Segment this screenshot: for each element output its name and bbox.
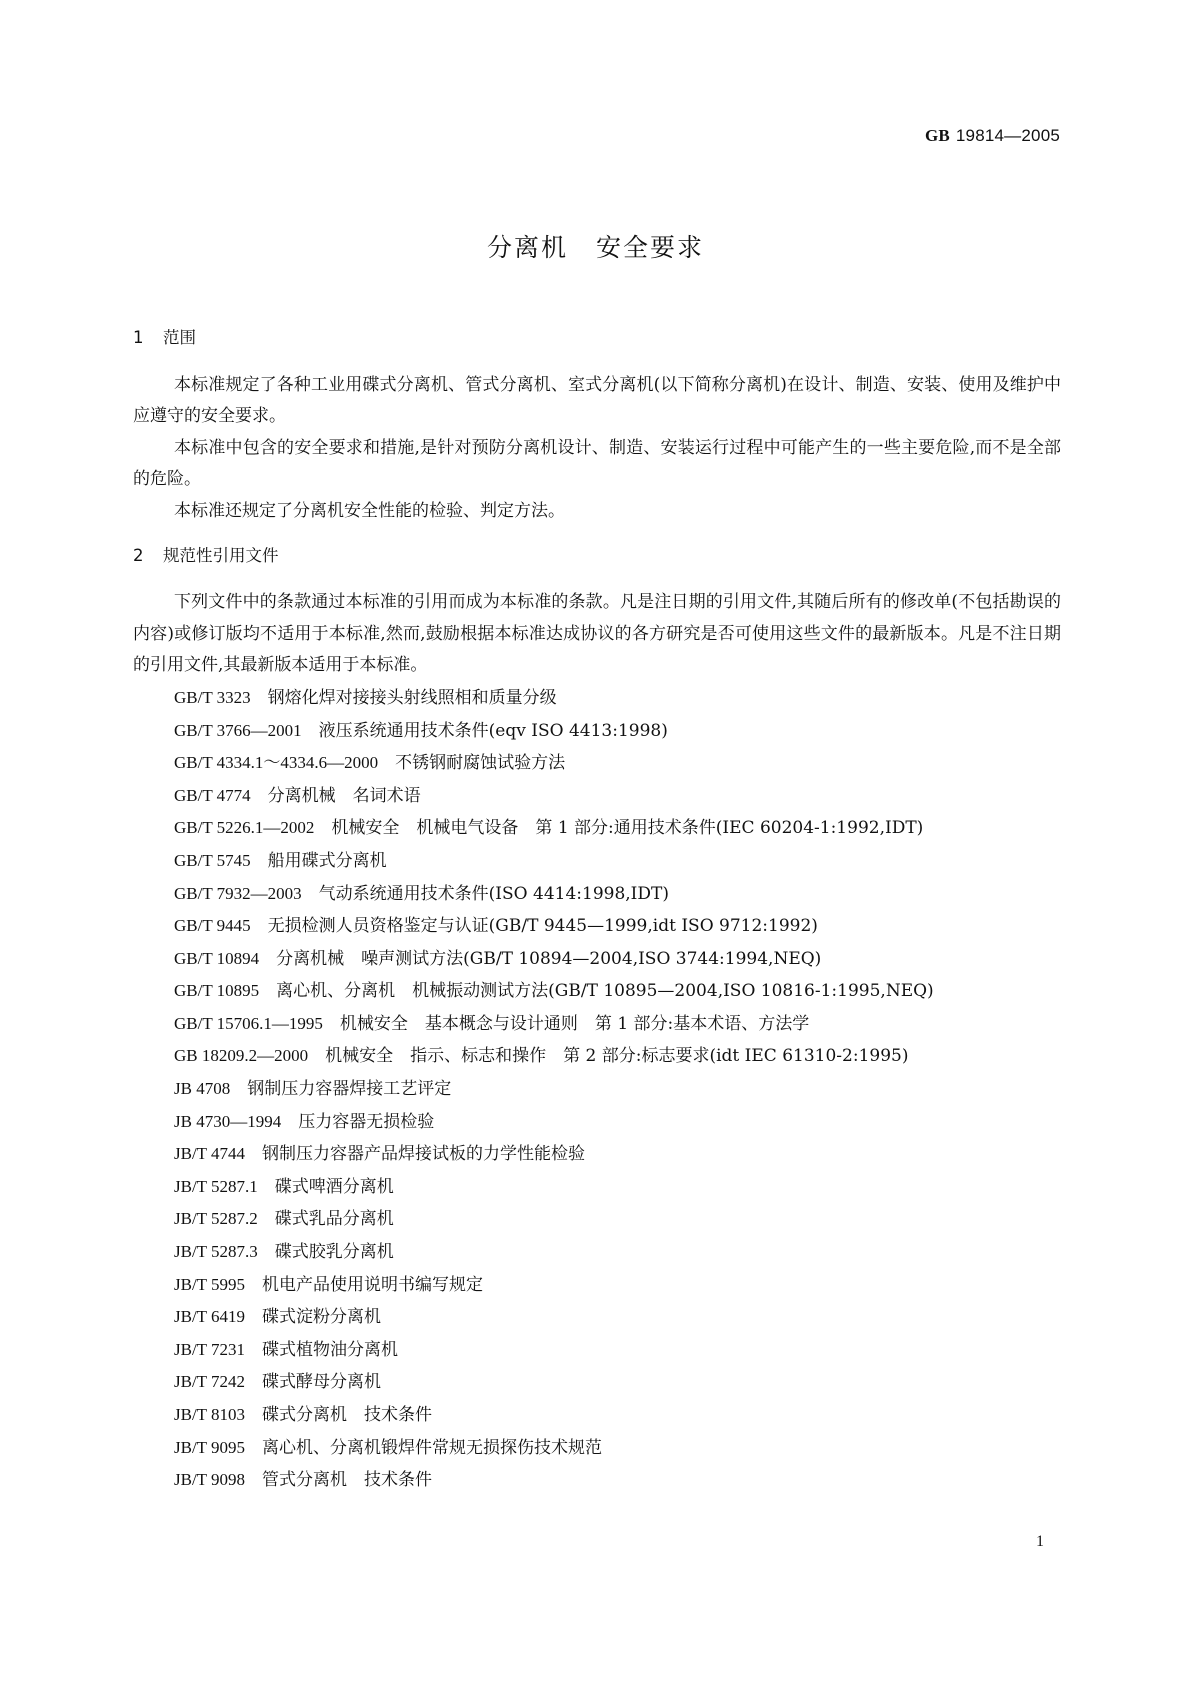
reference-code: JB/T 7231 bbox=[174, 1339, 246, 1359]
reference-title: 碟式酵母分离机 bbox=[262, 1372, 382, 1393]
standard-code bbox=[925, 126, 1060, 146]
reference-title: 压力容器无损检验 bbox=[298, 1111, 435, 1132]
reference-title: 碟式乳品分离机 bbox=[274, 1209, 394, 1230]
title-part-1: 分离机 bbox=[486, 233, 568, 262]
references-intro-paragraph: 下列文件中的条款通过本标准的引用而成为本标准的条款。凡是注日期的引用文件,其随后所有的修改单(不包括勘误的内容)或修订版均不适用于本标准,然而,鼓励根据本标准达成协议的各方研究是否可使用这些文件的最新版本。凡是不注日期的引用文件,其最新版本适用于本标准。 bbox=[133, 592, 1061, 676]
reference-title: 机械安全 指示、标志和操作 第 2 部分:标志要求(idt IEC 61310-2:1995) bbox=[325, 1046, 909, 1067]
reference-item bbox=[133, 1040, 1061, 1073]
reference-code: GB/T 3766—2001 bbox=[174, 720, 302, 740]
reference-item bbox=[133, 682, 1061, 715]
page-number: 1 bbox=[1036, 1533, 1044, 1550]
scope-paragraph: 本标准中包含的安全要求和措施,是针对预防分离机设计、制造、安装运行过程中可能产生的一些主要危险,而不是全部的危险。 bbox=[133, 437, 1061, 490]
reference-title: 离心机、分离机 机械振动测试方法(GB/T 10895—2004,ISO 10816-1:1995,NEQ) bbox=[276, 981, 934, 1002]
reference-code: GB/T 9445 bbox=[174, 916, 251, 936]
reference-code: GB/T 4774 bbox=[174, 785, 251, 805]
reference-item bbox=[133, 1366, 1061, 1399]
reference-item bbox=[133, 1203, 1061, 1236]
reference-title: 机械安全 基本概念与设计通则 第 1 部分:基本术语、方法学 bbox=[339, 1013, 810, 1034]
reference-code: JB/T 4744 bbox=[174, 1144, 246, 1164]
reference-code: JB/T 5287.1 bbox=[174, 1176, 258, 1196]
scope-paragraph: 本标准还规定了分离机安全性能的检验、判定方法。 bbox=[174, 500, 565, 521]
reference-item bbox=[133, 1008, 1061, 1041]
reference-list bbox=[133, 682, 1061, 1497]
reference-item bbox=[133, 878, 1061, 911]
reference-item bbox=[133, 943, 1061, 976]
reference-item bbox=[133, 1236, 1061, 1269]
reference-item bbox=[133, 1269, 1061, 1302]
reference-code: GB/T 10895 bbox=[174, 981, 260, 1001]
reference-code: GB/T 4334.1～4334.6—2000 bbox=[174, 753, 379, 773]
reference-code: JB 4708 bbox=[174, 1079, 231, 1099]
reference-item bbox=[133, 845, 1061, 878]
reference-title: 气动系统通用技术条件(ISO 4414:1998,IDT) bbox=[318, 883, 669, 904]
reference-code: GB/T 7932—2003 bbox=[174, 883, 302, 903]
reference-title: 碟式植物油分离机 bbox=[262, 1339, 399, 1360]
section-heading-normative-references: 2 规范性引用文件 bbox=[133, 545, 279, 565]
reference-code: JB/T 5287.2 bbox=[174, 1209, 258, 1229]
reference-item bbox=[133, 812, 1061, 845]
reference-item bbox=[133, 1399, 1061, 1432]
reference-title: 船用碟式分离机 bbox=[267, 850, 387, 871]
reference-item bbox=[133, 1138, 1061, 1171]
reference-title: 机电产品使用说明书编写规定 bbox=[262, 1274, 484, 1295]
reference-code: GB/T 3323 bbox=[174, 687, 251, 707]
reference-code: JB/T 5287.3 bbox=[174, 1242, 258, 1262]
reference-item bbox=[133, 975, 1061, 1008]
reference-title: 钢制压力容器产品焊接试板的力学性能检验 bbox=[262, 1144, 586, 1165]
reference-code: GB/T 10894 bbox=[174, 948, 260, 968]
reference-code: GB 18209.2—2000 bbox=[174, 1046, 309, 1066]
reference-title: 碟式分离机 技术条件 bbox=[262, 1405, 433, 1425]
reference-title: 分离机械 名词术语 bbox=[267, 785, 421, 806]
document-title bbox=[0, 228, 1191, 264]
reference-code: GB/T 5745 bbox=[174, 850, 251, 870]
reference-item bbox=[133, 910, 1061, 943]
reference-item bbox=[133, 1334, 1061, 1367]
section-heading-scope: 1 范围 bbox=[133, 328, 196, 347]
reference-title: 无损检测人员资格鉴定与认证(GB/T 9445—1999,idt ISO 9712:1992) bbox=[267, 916, 818, 937]
reference-title: 碟式啤酒分离机 bbox=[274, 1176, 394, 1197]
reference-title: 管式分离机 技术条件 bbox=[262, 1470, 433, 1491]
reference-code: GB/T 5226.1—2002 bbox=[174, 818, 315, 838]
reference-title: 液压系统通用技术条件(eqv ISO 4413:1998) bbox=[318, 720, 668, 741]
reference-item bbox=[133, 715, 1061, 748]
reference-title: 分离机械 噪声测试方法(GB/T 10894—2004,ISO 3744:1994,NEQ) bbox=[276, 948, 822, 969]
reference-code: JB 4730—1994 bbox=[174, 1111, 282, 1131]
reference-item bbox=[133, 1171, 1061, 1204]
reference-code: JB/T 7242 bbox=[174, 1372, 246, 1392]
document-body bbox=[133, 322, 1061, 1497]
reference-code: JB/T 6419 bbox=[174, 1307, 246, 1327]
reference-code: JB/T 9098 bbox=[174, 1470, 246, 1490]
reference-title: 碟式淀粉分离机 bbox=[262, 1307, 382, 1328]
reference-item bbox=[133, 747, 1061, 780]
reference-title: 钢熔化焊对接接头射线照相和质量分级 bbox=[267, 687, 557, 708]
reference-item bbox=[133, 1432, 1061, 1465]
reference-item bbox=[133, 1464, 1061, 1497]
reference-item bbox=[133, 1106, 1061, 1139]
reference-title: 机械安全 机械电气设备 第 1 部分:通用技术条件(IEC 60204-1:1992,IDT) bbox=[331, 818, 924, 839]
reference-title: 钢制压力容器焊接工艺评定 bbox=[247, 1079, 452, 1100]
reference-code: JB/T 8103 bbox=[174, 1405, 246, 1424]
title-part-2: 安全要求 bbox=[596, 233, 705, 262]
reference-code: JB/T 9095 bbox=[174, 1437, 246, 1457]
reference-title: 不锈钢耐腐蚀试验方法 bbox=[395, 753, 566, 774]
reference-code: GB/T 15706.1—1995 bbox=[174, 1013, 323, 1033]
reference-title: 碟式胶乳分离机 bbox=[274, 1242, 394, 1263]
scope-paragraph: 本标准规定了各种工业用碟式分离机、管式分离机、室式分离机(以下简称分离机)在设计、制造、安装、使用及维护中应遵守的安全要求。 bbox=[133, 374, 1061, 427]
reference-title: 离心机、分离机锻焊件常规无损探伤技术规范 bbox=[262, 1437, 603, 1458]
standard-prefix: GB bbox=[924, 126, 950, 145]
reference-code: JB/T 5995 bbox=[174, 1274, 246, 1294]
reference-item bbox=[133, 1073, 1061, 1106]
reference-item bbox=[133, 780, 1061, 813]
reference-item bbox=[133, 1301, 1061, 1334]
standard-number: 19814—2005 bbox=[955, 126, 1060, 145]
